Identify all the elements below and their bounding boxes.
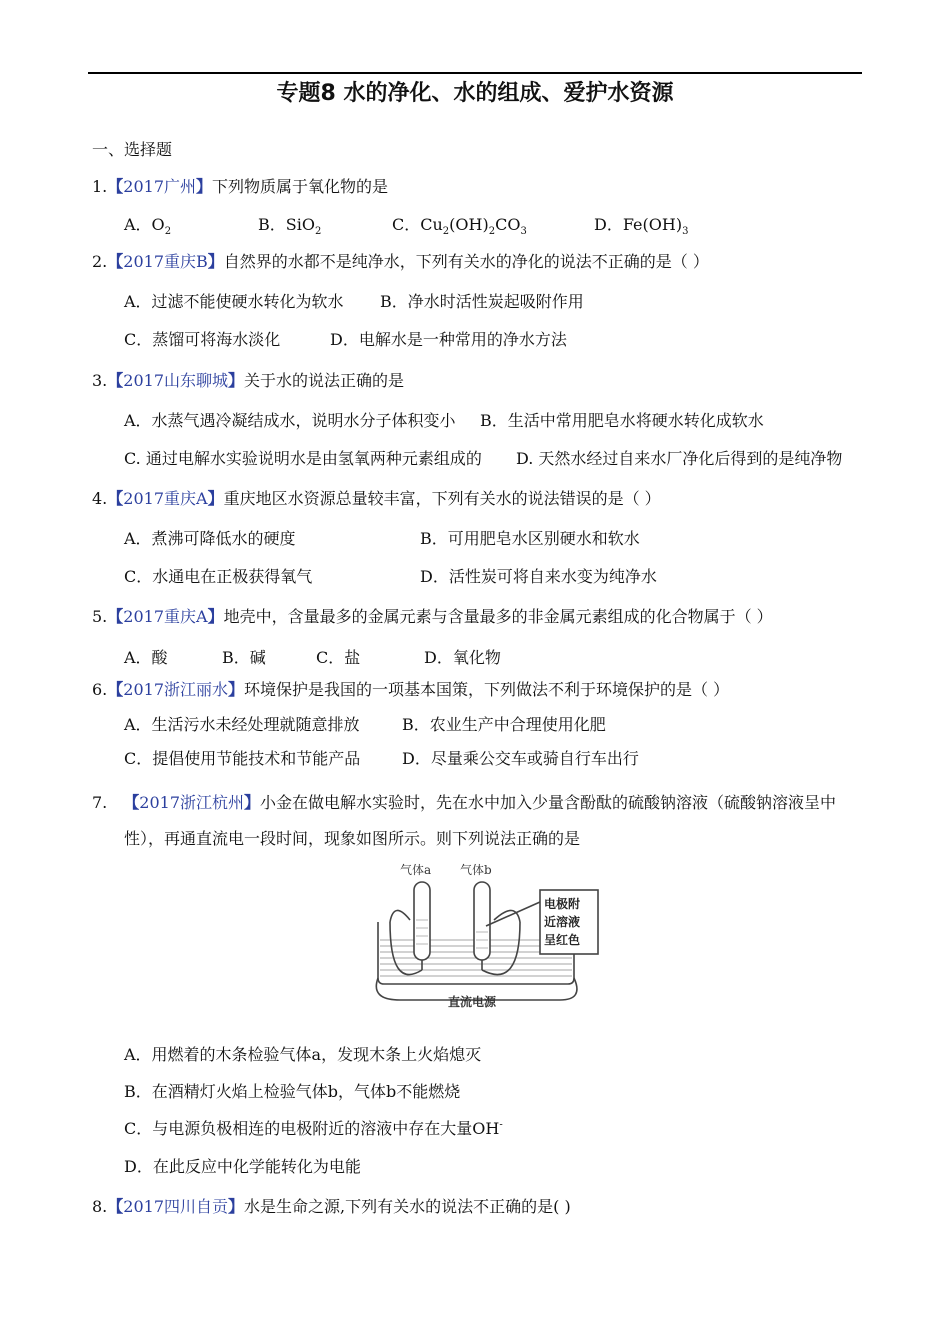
option-a: A．过滤不能使硬水转化为软水	[124, 292, 344, 311]
gas-b-label: 气体b	[460, 863, 492, 877]
page-title: 专题8 水的净化、水的组成、爱护水资源	[276, 81, 674, 106]
question-source: 2017浙江丽水	[123, 680, 229, 699]
power-source-label: 直流电源	[448, 995, 497, 1009]
question-3: 3.【2017山东聊城】关于水的说法正确的是	[92, 371, 405, 390]
option-c: C．水通电在正极获得氧气	[124, 567, 313, 586]
option-d: D．活性炭可将自来水变为纯净水	[420, 567, 657, 586]
option-c: C．提倡使用节能技术和节能产品	[124, 749, 361, 768]
question-1: 1.【2017广州】下列物质属于氧化物的是	[92, 177, 389, 196]
label-box-line-1: 电极附	[544, 897, 581, 911]
question-source: 2017重庆A	[123, 489, 208, 508]
question-7-continued: 性），再通直流电一段时间，现象如图所示。则下列说法正确的是	[124, 829, 581, 848]
question-source: 2017重庆A	[123, 607, 208, 626]
section-heading: 一、选择题	[92, 140, 173, 159]
question-source: 2017浙江杭州	[139, 793, 245, 812]
question-source: 2017广州	[123, 177, 197, 196]
question-5: 5.【2017重庆A】地壳中，含量最多的金属元素与含量最多的非金属元素组成的化合物属于（ ）	[92, 607, 773, 626]
question-number: 8.	[92, 1197, 108, 1216]
option-c: C．蒸馏可将海水淡化	[124, 330, 281, 349]
gas-a-label: 气体a	[400, 863, 432, 877]
question-number: 7.	[92, 793, 108, 812]
option-b: B．农业生产中合理使用化肥	[402, 715, 606, 734]
question-stem: 小金在做电解水实验时，先在水中加入少量含酚酞的硫酸钠溶液（硫酸钠溶液呈中	[260, 793, 837, 812]
question-2: 2.【2017重庆B】自然界的水都不是纯净水，下列有关水的净化的说法不正确的是（ ）	[92, 252, 709, 271]
label-box-line-3: 呈红色	[544, 933, 581, 947]
question-number: 1.	[92, 177, 108, 196]
question-stem: 关于水的说法正确的是	[244, 371, 405, 390]
option-d: D. 天然水经过自来水厂净化后得到的是纯净物	[516, 449, 843, 468]
tube-a	[414, 882, 430, 960]
label-box-line-2: 近溶液	[544, 915, 581, 929]
option-d: D．在此反应中化学能转化为电能	[124, 1157, 361, 1176]
option-c: C．盐	[316, 648, 361, 667]
option-a: A．煮沸可降低水的硬度	[124, 529, 296, 548]
electrolysis-figure	[370, 860, 660, 1010]
question-source: 2017山东聊城	[123, 371, 229, 390]
question-stem: 地壳中，含量最多的金属元素与含量最多的非金属元素组成的化合物属于（ ）	[223, 607, 773, 626]
option-b: B．净水时活性炭起吸附作用	[380, 292, 584, 311]
option-a: A．生活污水未经处理就随意排放	[124, 715, 360, 734]
question-stem: 下列物质属于氧化物的是	[212, 177, 389, 196]
option-d: D．电解水是一种常用的净水方法	[330, 330, 567, 349]
question-6: 6.【2017浙江丽水】环境保护是我国的一项基本国策，下列做法不利于环境保护的是（ ）	[92, 680, 730, 699]
option-a: A．用燃着的木条检验气体a，发现木条上火焰熄灭	[124, 1045, 482, 1064]
option-b: B．在酒精灯火焰上检验气体b，气体b不能燃烧	[124, 1082, 461, 1101]
option-d: D．$Fe(OH)_3$	[594, 215, 689, 237]
question-stem: 自然界的水都不是纯净水，下列有关水的净化的说法不正确的是（ ）	[223, 252, 709, 271]
option-c: C. 通过电解水实验说明水是由氢氧两种元素组成的	[124, 449, 482, 468]
option-a: A．酸	[124, 648, 168, 667]
option-a: A．水蒸气遇冷凝结成水，说明水分子体积变小	[124, 411, 456, 430]
option-c: C．$Cu_2(OH)_2CO_3$	[392, 215, 527, 237]
header-rule	[88, 72, 862, 74]
question-source: 2017重庆B	[123, 252, 208, 271]
option-a: A．$O_2$	[124, 215, 172, 237]
option-d: D．尽量乘公交车或骑自行车出行	[402, 749, 639, 768]
option-b: B．可用肥皂水区别硬水和软水	[420, 529, 640, 548]
question-source: 2017四川自贡	[123, 1197, 229, 1216]
question-number: 3.	[92, 371, 108, 390]
option-b: B．碱	[222, 648, 266, 667]
option-b: B．生活中常用肥皂水将硬水转化成软水	[480, 411, 764, 430]
question-number: 4.	[92, 489, 108, 508]
option-d: D．氧化物	[424, 648, 501, 667]
question-number: 2.	[92, 252, 108, 271]
question-8: 8.【2017四川自贡】水是生命之源,下列有关水的说法不正确的是( )	[92, 1197, 571, 1216]
question-4: 4.【2017重庆A】重庆地区水资源总量较丰富，下列有关水的说法错误的是（ ）	[92, 489, 661, 508]
question-number: 5.	[92, 607, 108, 626]
option-c: C．与电源负极相连的电极附近的溶液中存在大量OH-	[124, 1119, 503, 1138]
question-7: 7. 【2017浙江杭州】小金在做电解水实验时，先在水中加入少量含酚酞的硫酸钠溶液（硫酸钠溶液呈中	[92, 793, 837, 812]
option-b: B．SiO$_2$	[258, 215, 322, 237]
question-stem: 环境保护是我国的一项基本国策，下列做法不利于环境保护的是（ ）	[244, 680, 730, 699]
question-number: 6.	[92, 680, 108, 699]
question-stem: 水是生命之源,下列有关水的说法不正确的是( )	[244, 1197, 571, 1216]
question-stem: 重庆地区水资源总量较丰富，下列有关水的说法错误的是（ ）	[223, 489, 661, 508]
